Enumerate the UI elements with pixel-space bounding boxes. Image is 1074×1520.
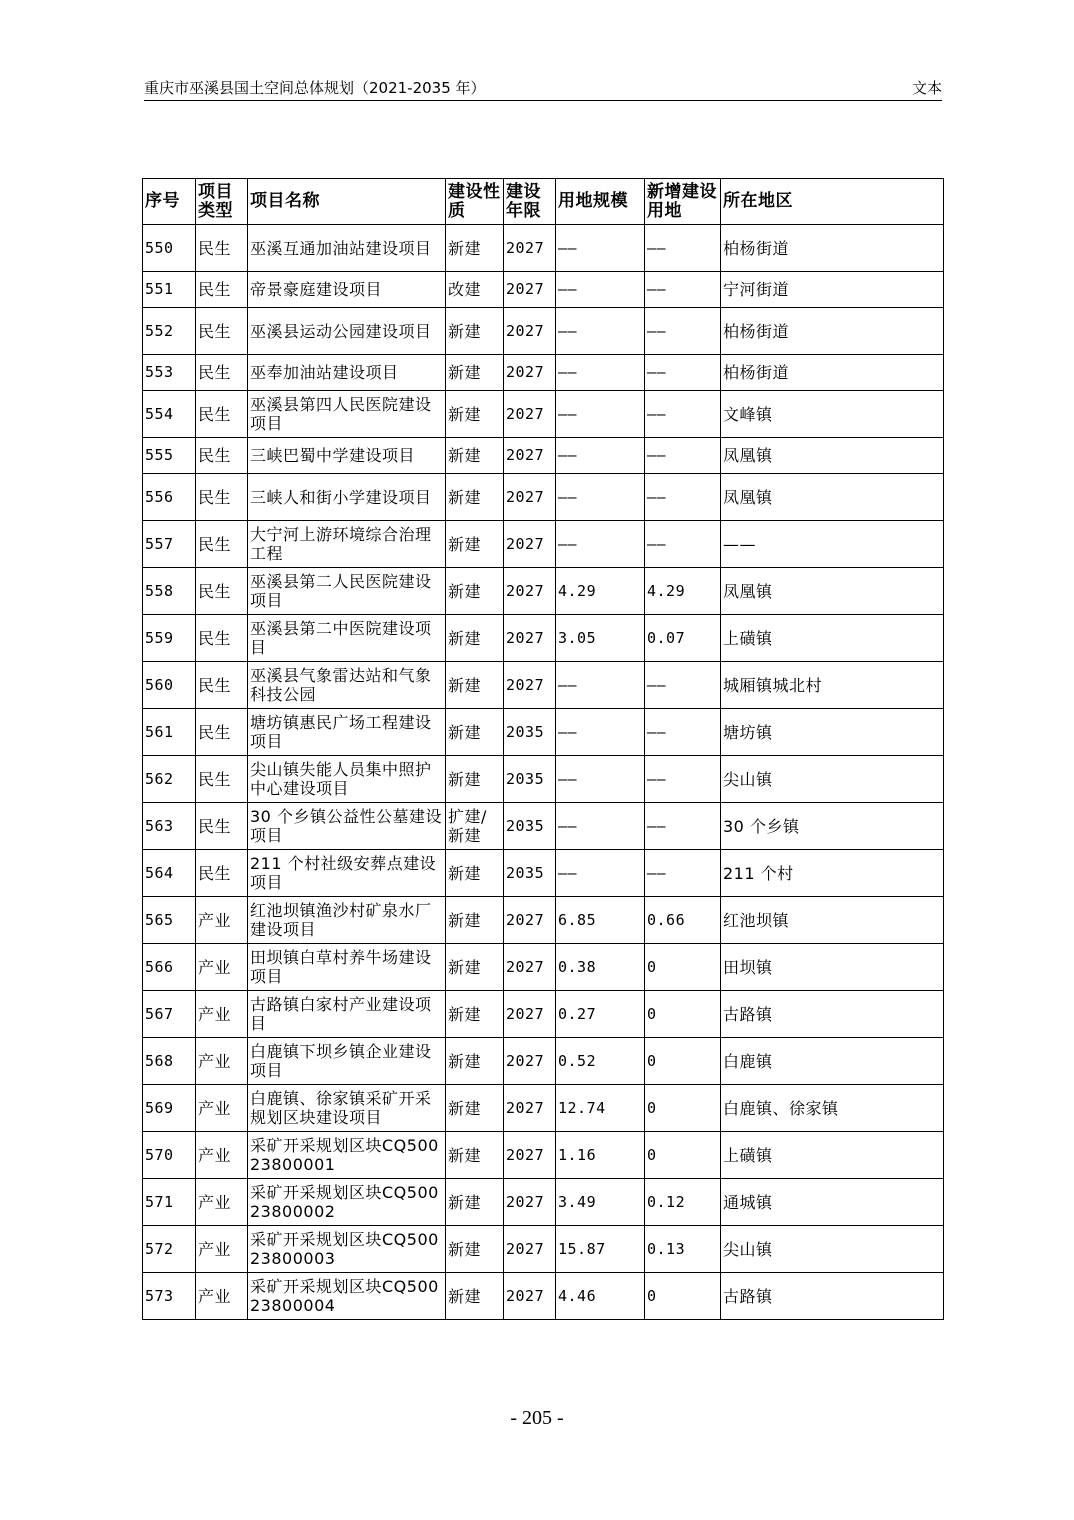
cell-name: 采矿开采规划区块CQ50023800003 [248,1226,446,1273]
cell-id: 562 [143,756,196,803]
cell-year: 2027 [504,1085,556,1132]
cell-year: 2027 [504,1132,556,1179]
cell-type: 产业 [196,1038,248,1085]
cell-year: 2027 [504,474,556,521]
table-row [143,272,944,308]
cell-name: 巫溪互通加油站建设项目 [248,225,446,272]
cell-scale: —— [556,391,645,438]
cell-nature: 新建 [446,438,504,474]
cell-year: 2027 [504,615,556,662]
cell-new-land: —— [645,850,721,897]
cell-scale: 15.87 [556,1226,645,1273]
page-number: - 205 - [510,1407,564,1429]
table-body [143,225,944,1320]
cell-nature: 新建 [446,1085,504,1132]
column-header-name: 项目名称 [248,179,446,225]
cell-type: 民生 [196,850,248,897]
cell-area: 凤凰镇 [721,568,944,615]
cell-year: 2027 [504,944,556,991]
cell-area: 古路镇 [721,1273,944,1320]
cell-type: 民生 [196,308,248,355]
cell-new-land: —— [645,438,721,474]
cell-year: 2027 [504,1226,556,1273]
table-header-row [143,179,944,225]
cell-year: 2027 [504,272,556,308]
table-row [143,756,944,803]
cell-name: 白鹿镇下坝乡镇企业建设项目 [248,1038,446,1085]
cell-new-land: 0 [645,1038,721,1085]
cell-scale: 0.38 [556,944,645,991]
cell-name: 帝景豪庭建设项目 [248,272,446,308]
cell-type: 产业 [196,1085,248,1132]
cell-scale: —— [556,521,645,568]
cell-new-land: —— [645,709,721,756]
table-row [143,991,944,1038]
cell-id: 571 [143,1179,196,1226]
column-header-id: 序号 [143,179,196,225]
cell-type: 产业 [196,991,248,1038]
cell-scale: —— [556,308,645,355]
cell-type: 产业 [196,1132,248,1179]
cell-year: 2027 [504,521,556,568]
cell-nature: 新建 [446,568,504,615]
cell-id: 570 [143,1132,196,1179]
cell-new-land: 0 [645,1273,721,1320]
cell-nature: 改建 [446,272,504,308]
cell-type: 民生 [196,225,248,272]
cell-name: 三峡巴蜀中学建设项目 [248,438,446,474]
cell-area: 城厢镇城北村 [721,662,944,709]
cell-nature: 新建 [446,1226,504,1273]
cell-id: 572 [143,1226,196,1273]
cell-type: 产业 [196,1179,248,1226]
cell-type: 民生 [196,756,248,803]
column-header-type: 项目类型 [196,179,248,225]
cell-nature: 新建 [446,850,504,897]
column-header-new-land: 新增建设用地 [645,179,721,225]
cell-nature: 新建 [446,1273,504,1320]
cell-area: 白鹿镇 [721,1038,944,1085]
section-label: 文本 [911,79,942,97]
cell-new-land: 0.12 [645,1179,721,1226]
cell-name: 田坝镇白草村养牛场建设项目 [248,944,446,991]
cell-scale: 3.05 [556,615,645,662]
cell-new-land: —— [645,756,721,803]
cell-scale: —— [556,225,645,272]
cell-nature: 扩建/新建 [446,803,504,850]
cell-new-land: —— [645,355,721,391]
cell-id: 551 [143,272,196,308]
cell-name: 巫溪县第二人民医院建设项目 [248,568,446,615]
cell-nature: 新建 [446,225,504,272]
cell-year: 2027 [504,438,556,474]
cell-type: 民生 [196,474,248,521]
cell-new-land: 0 [645,1085,721,1132]
table-row [143,474,944,521]
cell-scale: 0.52 [556,1038,645,1085]
table-row [143,568,944,615]
cell-scale: 4.46 [556,1273,645,1320]
cell-year: 2027 [504,355,556,391]
table-row [143,391,944,438]
cell-type: 产业 [196,944,248,991]
cell-name: 白鹿镇、徐家镇采矿开采规划区块建设项目 [248,1085,446,1132]
table-row [143,662,944,709]
cell-scale: —— [556,803,645,850]
table-row [143,1132,944,1179]
cell-name: 巫溪县运动公园建设项目 [248,308,446,355]
cell-name: 塘坊镇惠民广场工程建设项目 [248,709,446,756]
cell-scale: —— [556,474,645,521]
cell-scale: —— [556,662,645,709]
table-row [143,897,944,944]
cell-new-land: —— [645,391,721,438]
cell-area: 红池坝镇 [721,897,944,944]
cell-id: 565 [143,897,196,944]
table-row [143,944,944,991]
cell-id: 558 [143,568,196,615]
cell-new-land: 0 [645,991,721,1038]
cell-new-land: —— [645,225,721,272]
cell-name: 巫奉加油站建设项目 [248,355,446,391]
cell-new-land: —— [645,521,721,568]
cell-id: 554 [143,391,196,438]
cell-type: 产业 [196,1273,248,1320]
cell-name: 古路镇白家村产业建设项目 [248,991,446,1038]
cell-name: 30 个乡镇公益性公墓建设项目 [248,803,446,850]
cell-scale: 1.16 [556,1132,645,1179]
cell-nature: 新建 [446,709,504,756]
cell-name: 红池坝镇渔沙村矿泉水厂建设项目 [248,897,446,944]
table-row [143,308,944,355]
cell-scale: —— [556,709,645,756]
cell-name: 巫溪县气象雷达站和气象科技公园 [248,662,446,709]
cell-area: —— [721,521,944,568]
cell-scale: 4.29 [556,568,645,615]
cell-area: 上磺镇 [721,1132,944,1179]
cell-name: 三峡人和街小学建设项目 [248,474,446,521]
cell-year: 2035 [504,756,556,803]
cell-nature: 新建 [446,944,504,991]
cell-name: 大宁河上游环境综合治理工程 [248,521,446,568]
cell-area: 尖山镇 [721,1226,944,1273]
cell-nature: 新建 [446,756,504,803]
cell-name: 尖山镇失能人员集中照护中心建设项目 [248,756,446,803]
cell-year: 2027 [504,897,556,944]
cell-type: 民生 [196,615,248,662]
cell-id: 569 [143,1085,196,1132]
cell-type: 民生 [196,662,248,709]
cell-scale: —— [556,756,645,803]
cell-type: 产业 [196,1226,248,1273]
cell-area: 柏杨街道 [721,225,944,272]
cell-nature: 新建 [446,308,504,355]
cell-name: 巫溪县第二中医院建设项目 [248,615,446,662]
cell-id: 553 [143,355,196,391]
table-row [143,1179,944,1226]
cell-scale: 0.27 [556,991,645,1038]
cell-name: 采矿开采规划区块CQ50023800002 [248,1179,446,1226]
column-header-area: 所在地区 [721,179,944,225]
cell-nature: 新建 [446,474,504,521]
cell-nature: 新建 [446,1038,504,1085]
cell-scale: —— [556,272,645,308]
table-row [143,1085,944,1132]
cell-area: 白鹿镇、徐家镇 [721,1085,944,1132]
cell-id: 564 [143,850,196,897]
project-table [142,178,944,1320]
cell-nature: 新建 [446,355,504,391]
cell-type: 产业 [196,897,248,944]
cell-nature: 新建 [446,1179,504,1226]
cell-year: 2027 [504,1273,556,1320]
cell-id: 559 [143,615,196,662]
cell-area: 文峰镇 [721,391,944,438]
cell-area: 塘坊镇 [721,709,944,756]
cell-year: 2027 [504,1179,556,1226]
cell-scale: 6.85 [556,897,645,944]
table-row [143,709,944,756]
cell-area: 柏杨街道 [721,308,944,355]
cell-new-land: 0.13 [645,1226,721,1273]
table-row [143,850,944,897]
cell-area: 211 个村 [721,850,944,897]
cell-type: 民生 [196,438,248,474]
cell-new-land: —— [645,662,721,709]
cell-nature: 新建 [446,1132,504,1179]
cell-year: 2027 [504,1038,556,1085]
cell-area: 上磺镇 [721,615,944,662]
cell-id: 552 [143,308,196,355]
cell-type: 民生 [196,709,248,756]
cell-new-land: 4.29 [645,568,721,615]
cell-type: 民生 [196,272,248,308]
table-row [143,438,944,474]
cell-scale: —— [556,438,645,474]
cell-nature: 新建 [446,662,504,709]
cell-new-land: —— [645,272,721,308]
column-header-nature: 建设性质 [446,179,504,225]
cell-id: 568 [143,1038,196,1085]
cell-new-land: 0 [645,944,721,991]
cell-year: 2027 [504,991,556,1038]
table-row [143,1273,944,1320]
table-row [143,1038,944,1085]
table-row [143,355,944,391]
column-header-year: 建设年限 [504,179,556,225]
column-header-scale: 用地规模 [556,179,645,225]
cell-type: 民生 [196,391,248,438]
cell-id: 567 [143,991,196,1038]
cell-area: 宁河街道 [721,272,944,308]
cell-year: 2027 [504,568,556,615]
cell-name: 采矿开采规划区块CQ50023800004 [248,1273,446,1320]
page-header [144,78,942,100]
cell-year: 2035 [504,803,556,850]
cell-area: 尖山镇 [721,756,944,803]
cell-id: 561 [143,709,196,756]
cell-nature: 新建 [446,897,504,944]
header-divider [144,100,942,101]
cell-type: 民生 [196,803,248,850]
cell-nature: 新建 [446,615,504,662]
cell-id: 550 [143,225,196,272]
cell-name: 巫溪县第四人民医院建设项目 [248,391,446,438]
cell-scale: —— [556,355,645,391]
cell-name: 采矿开采规划区块CQ50023800001 [248,1132,446,1179]
cell-new-land: —— [645,308,721,355]
table-row [143,803,944,850]
cell-year: 2027 [504,391,556,438]
cell-id: 566 [143,944,196,991]
cell-id: 560 [143,662,196,709]
cell-area: 凤凰镇 [721,474,944,521]
table-row [143,615,944,662]
table-row [143,1226,944,1273]
cell-id: 563 [143,803,196,850]
document-title: 重庆市巫溪县国土空间总体规划（2021-2035 年） [144,79,486,97]
cell-area: 通城镇 [721,1179,944,1226]
cell-new-land: 0.07 [645,615,721,662]
cell-year: 2035 [504,709,556,756]
cell-year: 2027 [504,225,556,272]
cell-type: 民生 [196,355,248,391]
cell-new-land: —— [645,803,721,850]
cell-type: 民生 [196,521,248,568]
cell-area: 田坝镇 [721,944,944,991]
cell-area: 30 个乡镇 [721,803,944,850]
cell-nature: 新建 [446,391,504,438]
cell-nature: 新建 [446,521,504,568]
cell-area: 凤凰镇 [721,438,944,474]
cell-id: 556 [143,474,196,521]
cell-scale: 3.49 [556,1179,645,1226]
cell-name: 211 个村社级安葬点建设项目 [248,850,446,897]
cell-year: 2027 [504,308,556,355]
cell-scale: —— [556,850,645,897]
cell-new-land: —— [645,474,721,521]
cell-type: 民生 [196,568,248,615]
cell-new-land: 0 [645,1132,721,1179]
cell-year: 2035 [504,850,556,897]
cell-new-land: 0.66 [645,897,721,944]
cell-nature: 新建 [446,991,504,1038]
cell-area: 古路镇 [721,991,944,1038]
table-row [143,521,944,568]
cell-year: 2027 [504,662,556,709]
cell-area: 柏杨街道 [721,355,944,391]
cell-id: 557 [143,521,196,568]
cell-id: 573 [143,1273,196,1320]
cell-scale: 12.74 [556,1085,645,1132]
table-row [143,225,944,272]
cell-id: 555 [143,438,196,474]
